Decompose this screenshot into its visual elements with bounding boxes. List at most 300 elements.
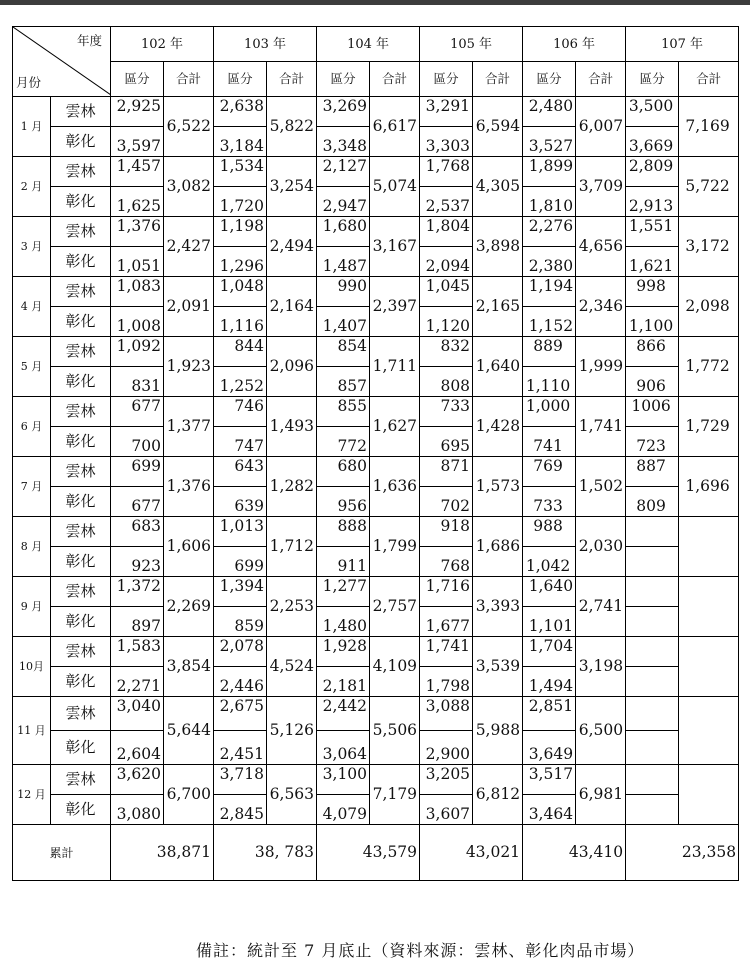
value-total: 6,522	[164, 97, 214, 157]
value-changhua: 2,446	[214, 667, 267, 697]
value-yunlin: 746	[214, 397, 267, 427]
value-changhua: 3,080	[111, 795, 164, 825]
value-total: 3,854	[164, 637, 214, 697]
value-yunlin: 1,045	[420, 277, 473, 307]
value-changhua: 1,677	[420, 607, 473, 637]
value-total: 5,644	[164, 697, 214, 765]
value-yunlin: 866	[626, 337, 679, 367]
value-total: 5,722	[679, 157, 739, 217]
area-label-changhua: 彰化	[51, 247, 111, 277]
value-total: 5,988	[473, 697, 523, 765]
value-changhua: 747	[214, 427, 267, 457]
value-changhua: 1,810	[523, 187, 576, 217]
sub-header-area: 區分	[626, 62, 679, 97]
value-yunlin: 3,718	[214, 765, 267, 795]
value-total: 3,709	[576, 157, 626, 217]
value-yunlin: 988	[523, 517, 576, 547]
area-label-changhua: 彰化	[51, 187, 111, 217]
cumulative-value-102: 38,871	[111, 825, 214, 881]
value-total: 3,172	[679, 217, 739, 277]
table-row	[13, 457, 739, 487]
value-changhua: 911	[317, 547, 370, 577]
value-yunlin	[626, 637, 679, 667]
area-label-changhua: 彰化	[51, 127, 111, 157]
month-label: 12 月	[13, 765, 51, 825]
value-yunlin: 1006	[626, 397, 679, 427]
value-yunlin: 854	[317, 337, 370, 367]
value-changhua: 1,798	[420, 667, 473, 697]
value-total: 4,305	[473, 157, 523, 217]
value-total: 5,822	[267, 97, 317, 157]
monthly-market-table	[12, 26, 739, 881]
value-yunlin: 1,092	[111, 337, 164, 367]
sub-header-total: 合計	[679, 62, 739, 97]
value-total: 1,640	[473, 337, 523, 397]
sub-header-area: 區分	[317, 62, 370, 97]
value-changhua: 733	[523, 487, 576, 517]
value-yunlin: 1,457	[111, 157, 164, 187]
value-yunlin: 1,372	[111, 577, 164, 607]
value-yunlin: 2,638	[214, 97, 267, 127]
value-yunlin: 3,088	[420, 697, 473, 731]
value-yunlin: 1,551	[626, 217, 679, 247]
value-yunlin: 3,205	[420, 765, 473, 795]
value-changhua: 1,100	[626, 307, 679, 337]
value-total: 3,393	[473, 577, 523, 637]
value-yunlin: 3,269	[317, 97, 370, 127]
sub-header-total: 合計	[473, 62, 523, 97]
value-total: 1,772	[679, 337, 739, 397]
value-total: 4,109	[370, 637, 420, 697]
area-label-yunlin: 雲林	[51, 277, 111, 307]
value-yunlin	[626, 517, 679, 547]
year-header-106: 106 年	[523, 27, 626, 62]
area-label-yunlin: 雲林	[51, 457, 111, 487]
table-body	[13, 97, 739, 825]
value-total: 2,494	[267, 217, 317, 277]
header-sub-row	[13, 62, 739, 97]
sub-header-area: 區分	[420, 62, 473, 97]
value-total: 2,164	[267, 277, 317, 337]
year-header-104: 104 年	[317, 27, 420, 62]
value-total: 3,539	[473, 637, 523, 697]
area-label-yunlin: 雲林	[51, 337, 111, 367]
month-label: 1 月	[13, 97, 51, 157]
table-row	[13, 397, 739, 427]
statistics-sheet	[12, 26, 737, 881]
table-row	[13, 697, 739, 731]
value-total: 1,729	[679, 397, 739, 457]
value-total: 6,981	[576, 765, 626, 825]
area-label-yunlin: 雲林	[51, 397, 111, 427]
month-axis-label: 月份	[16, 74, 42, 90]
value-changhua: 1,051	[111, 247, 164, 277]
value-yunlin: 918	[420, 517, 473, 547]
value-changhua: 3,649	[523, 731, 576, 765]
area-label-yunlin: 雲林	[51, 157, 111, 187]
value-total: 2,096	[267, 337, 317, 397]
value-yunlin: 2,809	[626, 157, 679, 187]
value-yunlin: 887	[626, 457, 679, 487]
value-yunlin	[626, 577, 679, 607]
area-label-changhua: 彰化	[51, 307, 111, 337]
value-yunlin	[626, 697, 679, 731]
value-total	[679, 697, 739, 765]
value-yunlin: 3,620	[111, 765, 164, 795]
value-changhua: 3,607	[420, 795, 473, 825]
value-yunlin: 1,198	[214, 217, 267, 247]
value-changhua: 2,094	[420, 247, 473, 277]
value-yunlin: 871	[420, 457, 473, 487]
value-yunlin: 844	[214, 337, 267, 367]
value-changhua: 1,101	[523, 607, 576, 637]
table-row	[13, 765, 739, 795]
value-yunlin: 855	[317, 397, 370, 427]
value-changhua: 2,913	[626, 187, 679, 217]
value-changhua: 3,597	[111, 127, 164, 157]
value-total: 5,074	[370, 157, 420, 217]
value-changhua: 2,845	[214, 795, 267, 825]
value-changhua: 1,296	[214, 247, 267, 277]
table-row	[13, 517, 739, 547]
value-total: 6,812	[473, 765, 523, 825]
value-total: 2,741	[576, 577, 626, 637]
value-changhua: 699	[214, 547, 267, 577]
value-total: 1,712	[267, 517, 317, 577]
value-changhua: 923	[111, 547, 164, 577]
value-yunlin: 733	[420, 397, 473, 427]
value-changhua: 1,152	[523, 307, 576, 337]
area-label-changhua: 彰化	[51, 607, 111, 637]
value-changhua: 859	[214, 607, 267, 637]
value-yunlin: 1,899	[523, 157, 576, 187]
value-changhua: 1,625	[111, 187, 164, 217]
value-changhua	[626, 607, 679, 637]
area-label-yunlin: 雲林	[51, 765, 111, 795]
value-changhua: 956	[317, 487, 370, 517]
value-changhua: 2,451	[214, 731, 267, 765]
value-changhua: 4,079	[317, 795, 370, 825]
area-label-yunlin: 雲林	[51, 637, 111, 667]
value-changhua: 857	[317, 367, 370, 397]
value-total: 2,397	[370, 277, 420, 337]
value-yunlin: 3,517	[523, 765, 576, 795]
value-changhua: 3,303	[420, 127, 473, 157]
value-yunlin: 1,741	[420, 637, 473, 667]
value-yunlin: 1,640	[523, 577, 576, 607]
value-changhua: 1,252	[214, 367, 267, 397]
value-changhua: 2,271	[111, 667, 164, 697]
year-header-103: 103 年	[214, 27, 317, 62]
window-top-bar	[0, 0, 750, 5]
value-total: 1,696	[679, 457, 739, 517]
value-changhua: 700	[111, 427, 164, 457]
cumulative-value-106: 43,410	[523, 825, 626, 881]
sub-header-total: 合計	[164, 62, 214, 97]
month-label: 4 月	[13, 277, 51, 337]
value-total: 1,636	[370, 457, 420, 517]
value-changhua: 3,669	[626, 127, 679, 157]
value-changhua: 3,064	[317, 731, 370, 765]
value-changhua: 3,348	[317, 127, 370, 157]
value-changhua: 1,621	[626, 247, 679, 277]
area-label-changhua: 彰化	[51, 487, 111, 517]
value-total: 1,999	[576, 337, 626, 397]
value-changhua: 906	[626, 367, 679, 397]
table-row	[13, 157, 739, 187]
value-changhua: 2,537	[420, 187, 473, 217]
value-total: 1,428	[473, 397, 523, 457]
value-yunlin: 1,194	[523, 277, 576, 307]
sub-header-area: 區分	[111, 62, 164, 97]
value-changhua: 1,720	[214, 187, 267, 217]
value-yunlin: 889	[523, 337, 576, 367]
value-changhua: 768	[420, 547, 473, 577]
value-yunlin	[626, 765, 679, 795]
value-yunlin: 1,376	[111, 217, 164, 247]
value-total: 5,126	[267, 697, 317, 765]
table-row	[13, 637, 739, 667]
value-total: 6,700	[164, 765, 214, 825]
value-total: 4,656	[576, 217, 626, 277]
value-total: 4,524	[267, 637, 317, 697]
value-changhua: 1,480	[317, 607, 370, 637]
value-yunlin: 1,583	[111, 637, 164, 667]
value-total: 1,686	[473, 517, 523, 577]
value-yunlin: 683	[111, 517, 164, 547]
value-total: 2,757	[370, 577, 420, 637]
value-changhua: 1,494	[523, 667, 576, 697]
value-yunlin: 3,291	[420, 97, 473, 127]
month-label: 9 月	[13, 577, 51, 637]
month-label: 8 月	[13, 517, 51, 577]
cumulative-row	[13, 825, 739, 881]
value-yunlin: 643	[214, 457, 267, 487]
value-total: 3,898	[473, 217, 523, 277]
value-total	[679, 637, 739, 697]
value-total: 2,346	[576, 277, 626, 337]
value-changhua: 831	[111, 367, 164, 397]
value-total: 2,269	[164, 577, 214, 637]
value-total: 1,573	[473, 457, 523, 517]
value-changhua: 2,947	[317, 187, 370, 217]
value-changhua: 2,604	[111, 731, 164, 765]
value-yunlin: 1,716	[420, 577, 473, 607]
value-changhua: 2,900	[420, 731, 473, 765]
value-changhua: 1,407	[317, 307, 370, 337]
year-header-107: 107 年	[626, 27, 739, 62]
value-changhua: 1,120	[420, 307, 473, 337]
value-yunlin: 1,013	[214, 517, 267, 547]
value-yunlin: 1,048	[214, 277, 267, 307]
header-year-row	[13, 27, 739, 62]
area-label-yunlin: 雲林	[51, 97, 111, 127]
cumulative-value-103: 38, 783	[214, 825, 317, 881]
value-yunlin: 2,851	[523, 697, 576, 731]
value-total: 2,030	[576, 517, 626, 577]
year-header-105: 105 年	[420, 27, 523, 62]
value-changhua: 1,110	[523, 367, 576, 397]
value-changhua: 3,527	[523, 127, 576, 157]
sub-header-area: 區分	[214, 62, 267, 97]
value-total: 5,506	[370, 697, 420, 765]
table-row	[13, 577, 739, 607]
value-yunlin: 3,040	[111, 697, 164, 731]
cumulative-value-104: 43,579	[317, 825, 420, 881]
value-total: 1,376	[164, 457, 214, 517]
value-total: 6,500	[576, 697, 626, 765]
table-row	[13, 217, 739, 247]
value-yunlin: 1,768	[420, 157, 473, 187]
value-total: 3,167	[370, 217, 420, 277]
value-yunlin: 680	[317, 457, 370, 487]
value-total	[679, 765, 739, 825]
value-total	[679, 577, 739, 637]
value-changhua: 809	[626, 487, 679, 517]
month-label: 7 月	[13, 457, 51, 517]
area-label-changhua: 彰化	[51, 795, 111, 825]
value-changhua	[626, 667, 679, 697]
cumulative-label: 累計	[13, 825, 111, 881]
value-total: 6,617	[370, 97, 420, 157]
area-label-yunlin: 雲林	[51, 697, 111, 731]
sub-header-total: 合計	[370, 62, 420, 97]
table-row	[13, 337, 739, 367]
month-label: 6 月	[13, 397, 51, 457]
value-total: 3,082	[164, 157, 214, 217]
value-yunlin: 998	[626, 277, 679, 307]
month-label: 11 月	[13, 697, 51, 765]
area-label-changhua: 彰化	[51, 667, 111, 697]
value-yunlin: 2,276	[523, 217, 576, 247]
year-axis-label: 年度	[76, 33, 102, 48]
value-yunlin: 1,000	[523, 397, 576, 427]
value-total: 7,169	[679, 97, 739, 157]
value-yunlin: 1,083	[111, 277, 164, 307]
value-total: 6,007	[576, 97, 626, 157]
value-yunlin: 1,394	[214, 577, 267, 607]
value-changhua: 3,184	[214, 127, 267, 157]
area-label-changhua: 彰化	[51, 367, 111, 397]
value-total: 1,923	[164, 337, 214, 397]
value-total: 3,198	[576, 637, 626, 697]
value-yunlin: 2,925	[111, 97, 164, 127]
value-changhua: 2,380	[523, 247, 576, 277]
sub-header-area: 區分	[523, 62, 576, 97]
value-changhua: 1,042	[523, 547, 576, 577]
value-changhua	[626, 731, 679, 765]
area-label-yunlin: 雲林	[51, 217, 111, 247]
value-changhua: 1,008	[111, 307, 164, 337]
value-yunlin: 3,500	[626, 97, 679, 127]
value-total	[679, 517, 739, 577]
value-total: 2,091	[164, 277, 214, 337]
value-changhua: 808	[420, 367, 473, 397]
value-total: 7,179	[370, 765, 420, 825]
value-yunlin: 2,442	[317, 697, 370, 731]
value-yunlin: 1,928	[317, 637, 370, 667]
value-total: 1,502	[576, 457, 626, 517]
value-yunlin: 2,127	[317, 157, 370, 187]
value-yunlin: 990	[317, 277, 370, 307]
value-changhua: 2,181	[317, 667, 370, 697]
table-row	[13, 277, 739, 307]
value-total: 1,799	[370, 517, 420, 577]
value-yunlin: 2,675	[214, 697, 267, 731]
value-yunlin: 1,804	[420, 217, 473, 247]
value-changhua: 677	[111, 487, 164, 517]
value-total: 6,563	[267, 765, 317, 825]
value-changhua: 702	[420, 487, 473, 517]
value-changhua: 723	[626, 427, 679, 457]
year-header-102: 102 年	[111, 27, 214, 62]
footnote: 備註：統計至 7 月底止（資料來源：雲林、彰化肉品市場）	[196, 941, 645, 960]
month-label: 10月	[13, 637, 51, 697]
value-changhua: 741	[523, 427, 576, 457]
value-changhua	[626, 547, 679, 577]
month-label: 5 月	[13, 337, 51, 397]
value-total: 2,098	[679, 277, 739, 337]
value-yunlin: 677	[111, 397, 164, 427]
sub-header-total: 合計	[576, 62, 626, 97]
area-label-yunlin: 雲林	[51, 517, 111, 547]
area-label-changhua: 彰化	[51, 547, 111, 577]
value-total: 2,427	[164, 217, 214, 277]
value-total: 1,282	[267, 457, 317, 517]
cumulative-value-107: 23,358	[626, 825, 739, 881]
value-total: 1,711	[370, 337, 420, 397]
value-changhua: 695	[420, 427, 473, 457]
value-yunlin: 769	[523, 457, 576, 487]
value-changhua: 1,116	[214, 307, 267, 337]
value-total: 2,253	[267, 577, 317, 637]
value-yunlin: 2,480	[523, 97, 576, 127]
value-yunlin: 888	[317, 517, 370, 547]
value-total: 3,254	[267, 157, 317, 217]
value-changhua: 1,487	[317, 247, 370, 277]
value-total: 2,165	[473, 277, 523, 337]
value-yunlin: 1,680	[317, 217, 370, 247]
area-label-changhua: 彰化	[51, 427, 111, 457]
value-changhua: 639	[214, 487, 267, 517]
sub-header-total: 合計	[267, 62, 317, 97]
table-row	[13, 97, 739, 127]
value-total: 1,741	[576, 397, 626, 457]
value-yunlin: 1,704	[523, 637, 576, 667]
value-changhua: 897	[111, 607, 164, 637]
value-changhua	[626, 795, 679, 825]
value-changhua: 772	[317, 427, 370, 457]
value-total: 6,594	[473, 97, 523, 157]
value-yunlin: 1,534	[214, 157, 267, 187]
month-label: 3 月	[13, 217, 51, 277]
value-yunlin: 1,277	[317, 577, 370, 607]
value-yunlin: 3,100	[317, 765, 370, 795]
value-total: 1,493	[267, 397, 317, 457]
value-total: 1,377	[164, 397, 214, 457]
cumulative-value-105: 43,021	[420, 825, 523, 881]
value-changhua: 3,464	[523, 795, 576, 825]
month-label: 2 月	[13, 157, 51, 217]
value-yunlin: 832	[420, 337, 473, 367]
area-label-changhua: 彰化	[51, 731, 111, 765]
area-label-yunlin: 雲林	[51, 577, 111, 607]
value-total: 1,627	[370, 397, 420, 457]
corner-header	[13, 27, 111, 97]
value-yunlin: 699	[111, 457, 164, 487]
value-total: 1,606	[164, 517, 214, 577]
value-yunlin: 2,078	[214, 637, 267, 667]
